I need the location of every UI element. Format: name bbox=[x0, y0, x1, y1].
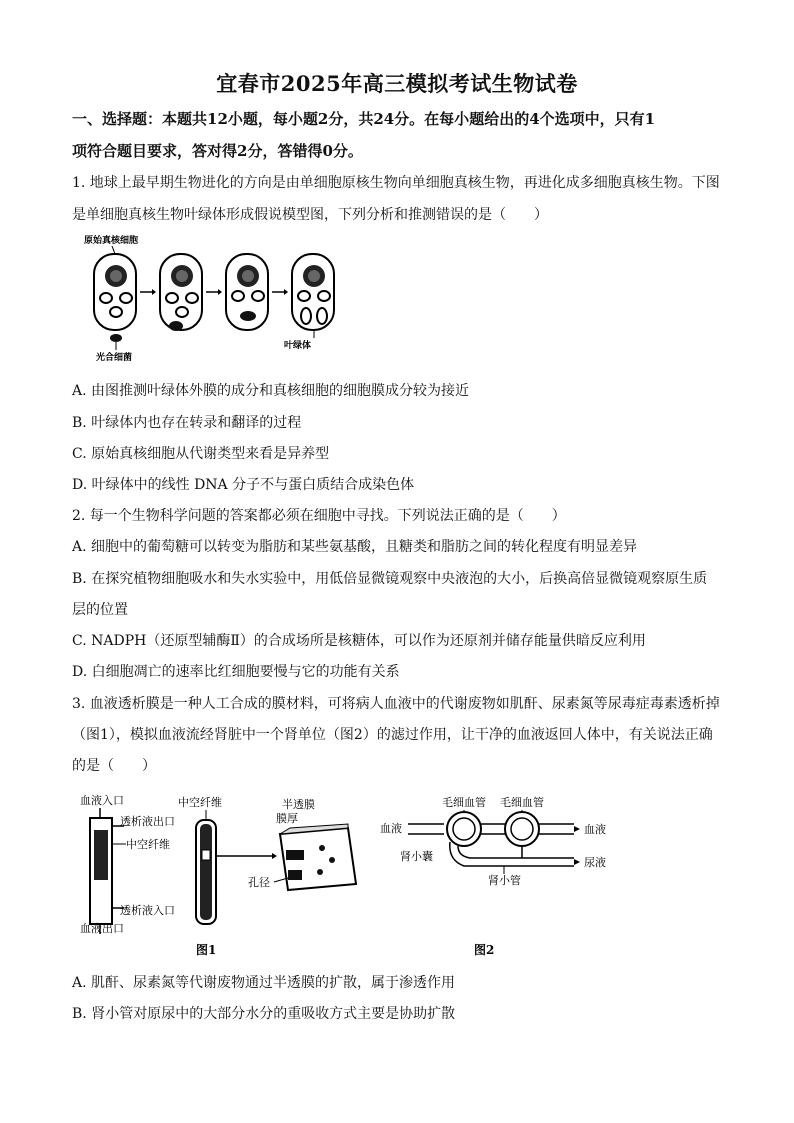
q2-option-a: A. 细胞中的葡萄糖可以转变为脂肪和某些氨基酸，且糖类和脂肪之间的转化程度有明显差异 bbox=[72, 539, 638, 555]
fig1-membrane-label: 半透膜 bbox=[282, 798, 315, 811]
q3-stem-line2: （图1），模拟血液流经肾脏中一个肾单位（图2）的滤过作用，让干净的血液返回人体中，有关说法正确 bbox=[72, 727, 713, 743]
q3-option-a: A. 肌酐、尿素氮等代谢废物通过半透膜的扩散，属于渗透作用 bbox=[72, 975, 456, 991]
q2-option-d: D. 白细胞凋亡的速率比红细胞要慢与它的功能有关系 bbox=[72, 664, 400, 680]
cell-stage-1 bbox=[94, 254, 136, 350]
fig2-tubule-label: 肾小管 bbox=[488, 874, 521, 887]
q3-figure-1-dialyzer bbox=[76, 790, 366, 960]
q2-option-b-line1: B. 在探究植物细胞吸水和失水实验中，用低倍显微镜观察中央液泡的大小，后换高倍显微镜观察原生质 bbox=[72, 571, 708, 587]
q1-stem-line1: 1. 地球上最早期生物进化的方向是由单细胞原核生物向单细胞真核生物，再进化成多细胞真核生物。下图 bbox=[72, 175, 720, 191]
q3-stem-line3: 的是（ ） bbox=[72, 758, 156, 774]
q1-endosymbiosis-figure bbox=[82, 232, 342, 366]
q2-stem: 2. 每一个生物科学问题的答案都必须在细胞中寻找。下列说法正确的是（ ） bbox=[72, 508, 566, 524]
fig2-capillary-2-label: 毛细血管 bbox=[500, 796, 544, 809]
q3-stem-line1: 3. 血液透析膜是一种人工合成的膜材料，可将病人血液中的代谢废物如肌酐、尿素氮等尿毒症毒素透析掉 bbox=[72, 696, 720, 712]
fig1-hollow-fiber-top-label: 中空纤维 bbox=[178, 796, 222, 809]
fig1-dialysate-outlet-label: 透析液出口 bbox=[120, 815, 175, 828]
fig1-dialysate-inlet-label: 透析液入口 bbox=[120, 904, 175, 917]
fig2-urine-label: 尿液 bbox=[584, 856, 606, 869]
q1-label-photosynthetic-bacteria: 光合细菌 bbox=[96, 353, 133, 363]
q2-option-b-line2: 层的位置 bbox=[72, 602, 128, 618]
q1-option-c: C. 原始真核细胞从代谢类型来看是异养型 bbox=[72, 446, 330, 462]
q2-option-c: C. NADPH（还原型辅酶Ⅱ）的合成场所是核糖体，可以作为还原剂并储存能量供暗反应利用 bbox=[72, 633, 646, 649]
fig1-thickness-label: 膜厚 bbox=[276, 812, 298, 825]
q1-option-d: D. 叶绿体中的线性 DNA 分子不与蛋白质结合成染色体 bbox=[72, 477, 415, 493]
cell-stage-4 bbox=[292, 254, 334, 338]
q1-label-primitive-cell: 原始真核细胞 bbox=[84, 236, 139, 246]
q1-option-b: B. 叶绿体内也存在转录和翻译的过程 bbox=[72, 415, 302, 431]
section-heading-line1: 一、选择题：本题共12小题，每小题2分，共24分。在每小题给出的4个选项中，只有1 bbox=[72, 110, 656, 128]
q1-stem-line2: 是单细胞真核生物叶绿体形成假说模型图，下列分析和推测错误的是（ ） bbox=[72, 207, 548, 223]
fig1-pore-label: 孔径 bbox=[248, 876, 270, 889]
fig2-blood-out-label: 血液 bbox=[584, 823, 606, 836]
cell-stage-2 bbox=[160, 254, 202, 331]
fig2-capillary-1-label: 毛细血管 bbox=[442, 796, 486, 809]
fig1-blood-outlet-label: 血液出口 bbox=[80, 922, 124, 935]
q3-option-b: B. 肾小管对原尿中的大部分水分的重吸收方式主要是协助扩散 bbox=[72, 1006, 456, 1022]
q1-option-a: A. 由图推测叶绿体外膜的成分和真核细胞的细胞膜成分较为接近 bbox=[72, 383, 470, 399]
q1-label-chloroplast: 叶绿体 bbox=[284, 341, 312, 351]
cell-stage-3 bbox=[226, 254, 268, 330]
fig2-caption: 图2 bbox=[474, 943, 495, 957]
q3-figure-2-nephron bbox=[378, 790, 628, 960]
fig1-hollow-fiber-side-label: 中空纤维 bbox=[126, 838, 170, 851]
fig2-blood-in-label: 血液 bbox=[380, 822, 402, 835]
section-heading-line2: 项符合题目要求，答对得2分，答错得0分。 bbox=[72, 142, 363, 160]
fig2-capsule-label: 肾小囊 bbox=[400, 850, 433, 863]
fig1-blood-inlet-label: 血液入口 bbox=[80, 794, 124, 807]
page-title: 宜春市2025年高三模拟考试生物试卷 bbox=[216, 71, 578, 96]
fig1-caption: 图1 bbox=[196, 943, 217, 957]
